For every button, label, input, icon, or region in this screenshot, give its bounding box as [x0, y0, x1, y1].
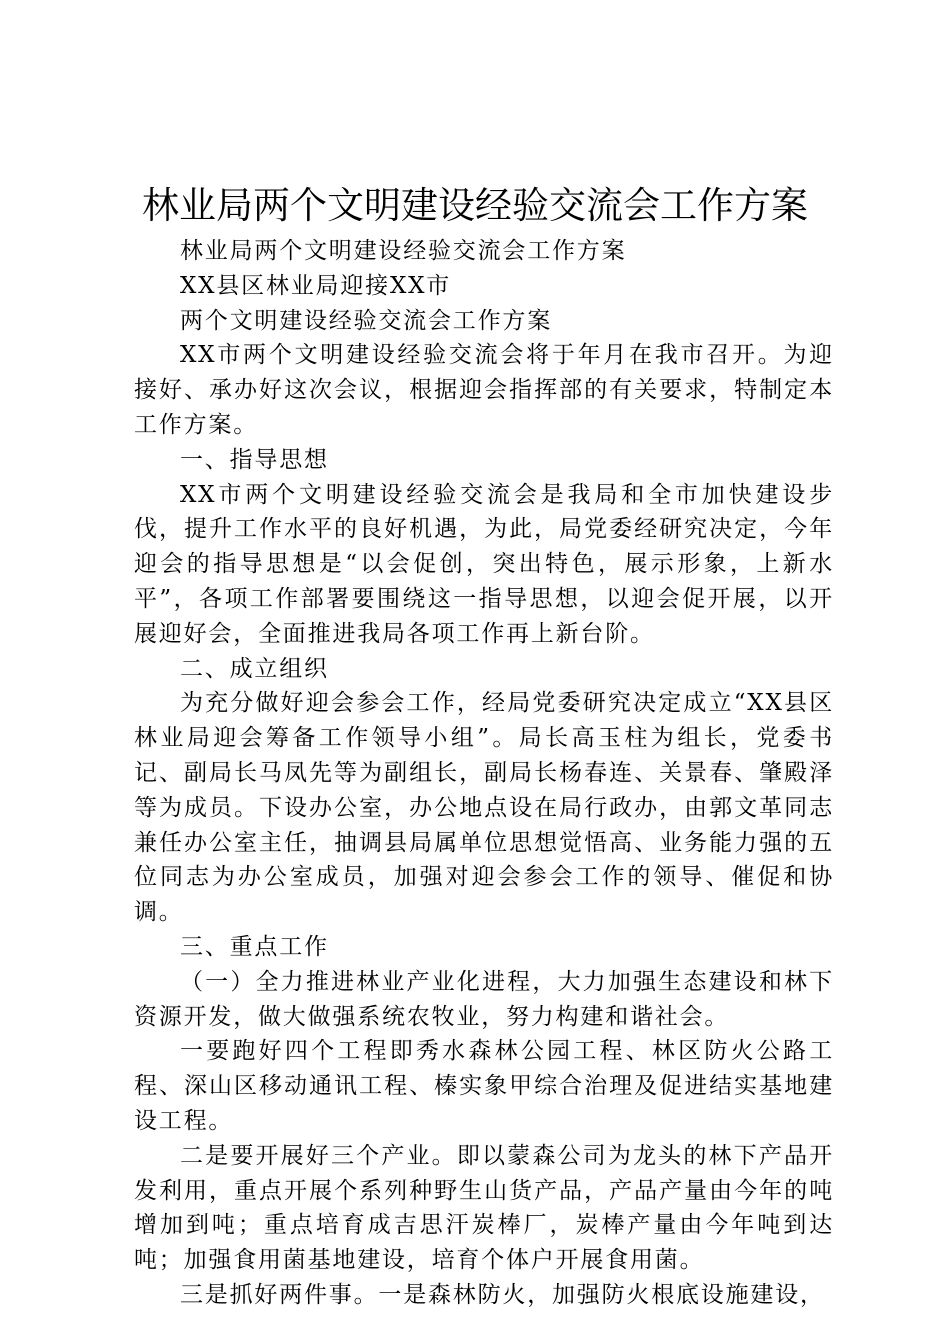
- paragraph-heading-repeat: 林业局两个文明建设经验交流会工作方案: [180, 238, 627, 264]
- section-heading-guiding-thought: 一、指导思想: [180, 446, 329, 473]
- paragraph-organization: 为充分做好迎会参会工作，经局党委研究决定成立“XX县区林业局迎会筹备工作领导小组”。局长高玉柱为组长，党委书记、副局长马凤先等为副组长，副局长杨春连、关景春、肇殿泽等为成员。下设办公室，办公地点设在局行政办，由郭文革同志兼任办公室主任，抽调县局属单位思想觉悟高、业务能力强的五位同志为办公室成员，加强对迎会参会工作的领导、催促和协调。: [134, 690, 834, 926]
- paragraph-subtitle-line2: 两个文明建设经验交流会工作方案: [180, 307, 552, 334]
- paragraph-subtitle-line1: XX县区林业局迎接XX市: [180, 272, 452, 299]
- document-title: 林业局两个文明建设经验交流会工作方案: [142, 184, 808, 227]
- section-heading-organization: 二、成立组织: [180, 655, 329, 682]
- paragraph-three-industries: 二是要开展好三个产业。即以蒙森公司为龙头的林下产品开发利用，重点开展个系列种野生山货产品，产品产量由今年的吨增加到吨；重点培育成吉思汗炭棒厂，炭棒产量由今年吨到达吨；加强食用菌基地建设，培育个体户开展食用菌。: [134, 1142, 834, 1274]
- paragraph-four-projects: 一要跑好四个工程即秀水森林公园工程、林区防火公路工程、深山区移动通讯工程、榛实象甲综合治理及促进结实基地建设工程。: [134, 1038, 834, 1134]
- paragraph-two-tasks: 三是抓好两件事。一是森林防火，加强防火根底设施建设，: [180, 1281, 825, 1308]
- section-heading-key-work: 三、重点工作: [180, 933, 329, 960]
- paragraph-intro: XX市两个文明建设经验交流会将于年月在我市召开。为迎接好、承办好这次会议，根据迎会指挥部的有关要求，特制定本工作方案。: [134, 342, 834, 438]
- document-body: [134, 234, 834, 1313]
- paragraph-guiding-thought: XX市两个文明建设经验交流会是我局和全市加快建设步伐，提升工作水平的良好机遇，为此，局党委经研究决定，今年迎会的指导思想是“以会促创，突出特色，展示形象，上新水平”，各项工作部署要围绕这一指导思想，以迎会促开展，以开展迎好会，全面推进我局各项工作再上新台阶。: [134, 481, 834, 647]
- paragraph-key-work-1: （一）全力推进林业产业化进程，大力加强生态建设和林下资源开发，做大做强系统农牧业，努力构建和谐社会。: [134, 968, 834, 1030]
